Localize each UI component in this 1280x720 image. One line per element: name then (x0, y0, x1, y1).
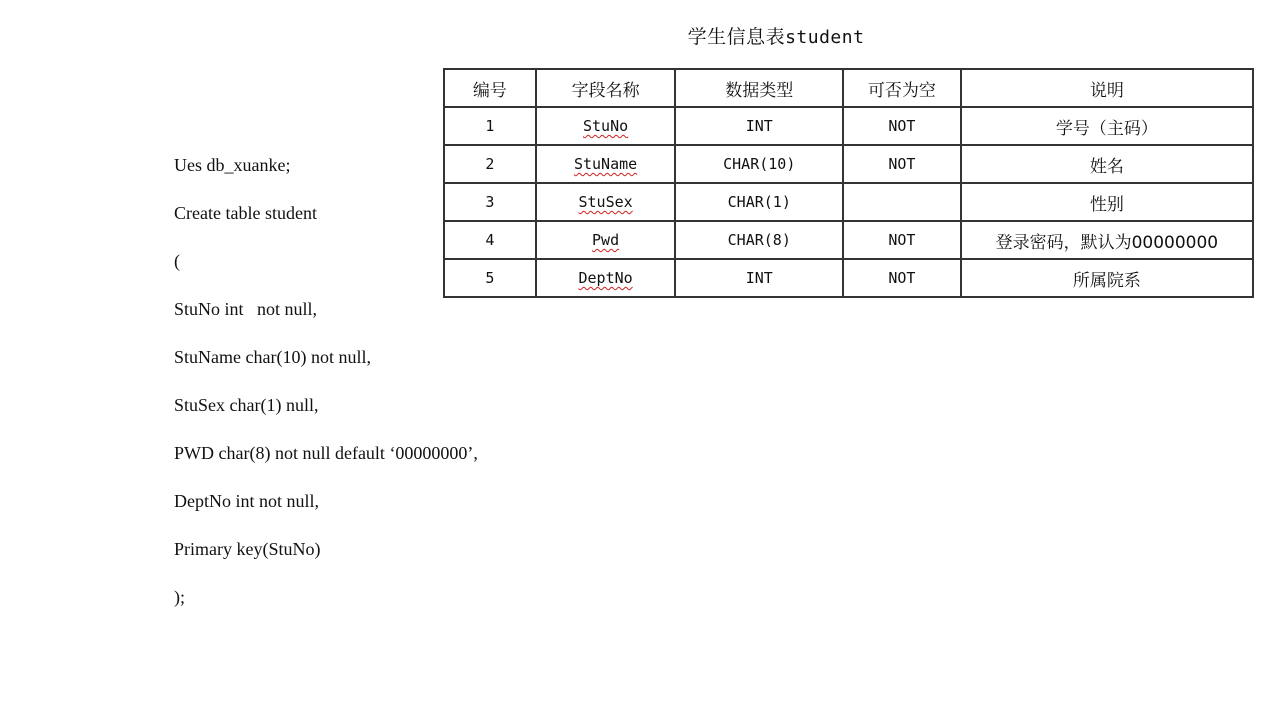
header-nullable: 可否为空 (843, 69, 961, 107)
code-line: ( (174, 251, 180, 271)
code-line: ); (174, 587, 185, 607)
cell-description: 登录密码，默认为00000000 (961, 221, 1253, 259)
cell-description: 姓名 (961, 145, 1253, 183)
table-row (444, 259, 1253, 297)
header-field-name: 字段名称 (536, 69, 676, 107)
field-name-text: Pwd (592, 231, 620, 249)
table-row (444, 183, 1253, 221)
field-name-text: DeptNo (578, 269, 633, 287)
code-line: StuName char(10) not null, (174, 347, 371, 367)
code-line: Ues db_xuanke; (174, 155, 291, 175)
cell-description: 学号（主码） (961, 107, 1253, 145)
table-row (444, 145, 1253, 183)
cell-number: 3 (444, 183, 536, 221)
cell-data-type: INT (675, 107, 843, 145)
header-description: 说明 (961, 69, 1253, 107)
cell-data-type: CHAR(8) (675, 221, 843, 259)
code-line: Primary key(StuNo) (174, 539, 321, 559)
table-title-zh: 学生信息表 (687, 26, 786, 48)
code-line: StuNo int not null, (174, 299, 318, 319)
cell-data-type: CHAR(1) (675, 183, 843, 221)
header-number: 编号 (444, 69, 536, 107)
cell-nullable: NOT (843, 221, 961, 259)
code-line: Create table student (174, 203, 317, 223)
field-name-text: StuNo (583, 117, 629, 135)
table-header-row (444, 69, 1253, 107)
cell-description: 性别 (961, 183, 1253, 221)
student-info-table (443, 68, 1254, 298)
cell-data-type: CHAR(10) (675, 145, 843, 183)
cell-nullable (843, 183, 961, 221)
table-title-en: student (785, 27, 865, 48)
code-line: PWD char(8) not null default ‘00000000’, (174, 443, 478, 463)
header-data-type: 数据类型 (675, 69, 843, 107)
field-name-text: StuSex (578, 193, 633, 211)
cell-number: 4 (444, 221, 536, 259)
cell-nullable: NOT (843, 145, 961, 183)
cell-description: 所属院系 (961, 259, 1253, 297)
cell-number: 1 (444, 107, 536, 145)
code-line: StuSex char(1) null, (174, 395, 319, 415)
table-row (444, 107, 1253, 145)
code-line: DeptNo int not null, (174, 491, 319, 511)
cell-field-name (536, 145, 676, 183)
cell-field-name (536, 107, 676, 145)
cell-nullable: NOT (843, 107, 961, 145)
table-row (444, 221, 1253, 259)
cell-data-type: INT (675, 259, 843, 297)
table-title (640, 22, 912, 49)
cell-nullable: NOT (843, 259, 961, 297)
cell-field-name (536, 221, 676, 259)
cell-field-name (536, 259, 676, 297)
field-name-text: StuName (573, 155, 638, 173)
cell-number: 2 (444, 145, 536, 183)
cell-number: 5 (444, 259, 536, 297)
cell-field-name (536, 183, 676, 221)
